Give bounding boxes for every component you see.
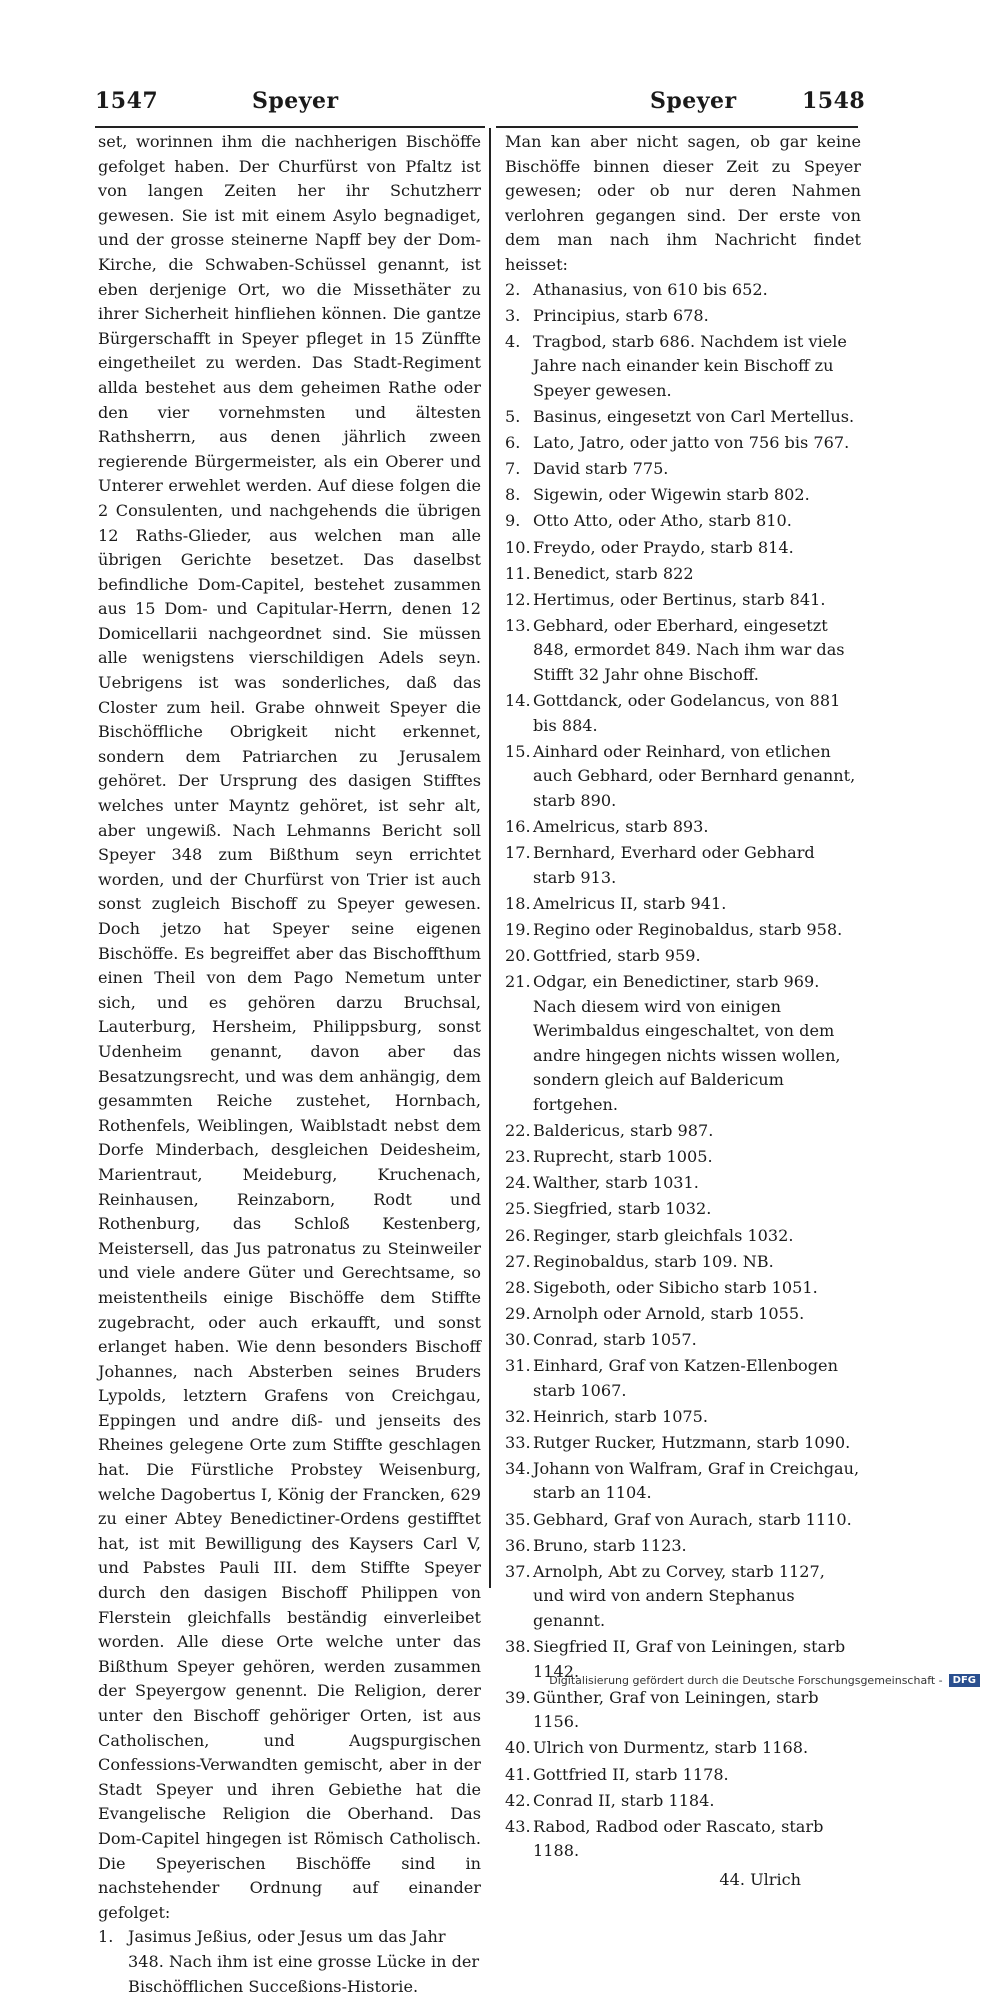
list-item-number: 41.	[505, 1764, 531, 1784]
list-item	[505, 1250, 861, 1275]
list-item-number: 24.	[505, 1173, 531, 1193]
list-item	[505, 330, 861, 404]
catchword: 44. Ulrich	[719, 1869, 801, 1889]
left-column	[98, 130, 481, 2001]
list-item-text: Siegfried II, Graf von Leiningen, starb 1142.	[533, 1637, 846, 1681]
list-item	[505, 892, 861, 917]
list-item	[505, 1763, 861, 1788]
list-item-text: Reginger, starb gleichfals 1032.	[533, 1225, 794, 1245]
list-item-text: Tragbod, starb 686. Nachdem ist viele Jahre nach einander kein Bischoff zu Speyer gewesen.	[533, 331, 847, 400]
list-item-text: Gebhard, oder Eberhard, eingesetzt 848, ermordet 849. Nach ihm war das Stifft 32 Jahr ohne Bischoff.	[533, 615, 845, 684]
list-item-text: Arnolph, Abt zu Corvey, starb 1127, und wird von andern Stephanus genannt.	[533, 1561, 825, 1630]
list-item	[505, 1508, 861, 1533]
list-item	[505, 970, 861, 1118]
right-page-number: 1548	[802, 88, 866, 114]
list-item-text: Gottfried, starb 959.	[533, 946, 701, 965]
list-item-number: 17.	[505, 843, 531, 863]
list-item-number: 13.	[505, 615, 531, 635]
list-item	[505, 944, 861, 969]
list-item-text: Johann von Walfram, Graf in Creichgau, starb an 1104.	[533, 1458, 860, 1503]
list-item-text: Athanasius, von 610 bis 652.	[533, 279, 768, 299]
list-item-number: 27.	[505, 1251, 531, 1271]
list-item-number: 7.	[505, 459, 521, 479]
list-item-text: Siegfried, starb 1032.	[533, 1199, 712, 1219]
list-item	[505, 918, 861, 943]
left-running-title: Speyer	[252, 88, 339, 114]
list-item-text: Bernhard, Everhard oder Gebhard starb 913.	[533, 843, 815, 887]
list-item-number: 22.	[505, 1121, 531, 1141]
list-item-text: Basinus, eingesetzt von Carl Mertellus.	[533, 407, 855, 427]
list-item-number: 26.	[505, 1225, 531, 1245]
footer-text: Digitalisierung gefördert durch die Deutsche Forschungsgemeinschaft -	[549, 1674, 943, 1687]
list-item-number: 15.	[505, 741, 531, 761]
list-item-text: Rabod, Radbod oder Rascato, starb 1188.	[533, 1816, 824, 1861]
list-item-number: 4.	[505, 331, 521, 351]
list-item	[505, 1224, 861, 1249]
list-item-text: Ainhard oder Reinhard, von etlichen auch Gebhard, oder Bernhard genannt, starb 890.	[533, 741, 856, 810]
list-item	[505, 1686, 861, 1735]
left-bishop-list	[98, 1925, 481, 1999]
list-item-number: 39.	[505, 1687, 531, 1707]
list-item-text: Rutger Rucker, Hutzmann, starb 1090.	[533, 1432, 851, 1452]
list-item	[505, 1789, 861, 1814]
list-item-number: 35.	[505, 1509, 531, 1529]
list-item-text: Jasimus Jeßius, oder Jesus um das Jahr 348. Nach ihm ist eine grosse Lücke in der Bischöfflichen Succeßions-Historie.	[128, 1927, 480, 1996]
column-divider	[489, 128, 491, 1588]
list-item	[505, 1815, 861, 1864]
list-item-number: 19.	[505, 919, 531, 939]
list-item-number: 6.	[505, 433, 521, 453]
list-item-text: Amelricus II, starb 941.	[533, 893, 727, 913]
list-item-number: 12.	[505, 589, 531, 609]
dfg-logo: DFG	[949, 1674, 980, 1687]
list-item-text: Amelricus, starb 893.	[533, 817, 709, 837]
list-item	[505, 1431, 861, 1456]
list-item-text: Conrad, starb 1057.	[533, 1329, 697, 1349]
bishop-list	[505, 278, 861, 1864]
list-item	[505, 1119, 861, 1144]
list-item-number: 36.	[505, 1535, 531, 1555]
list-item-number: 1.	[98, 1927, 114, 1947]
header-rule-right	[496, 126, 858, 128]
list-item	[505, 457, 861, 482]
list-item	[505, 1405, 861, 1430]
list-item-number: 28.	[505, 1277, 531, 1297]
list-item	[505, 405, 861, 430]
list-item-text: Sigewin, oder Wigewin starb 802.	[533, 485, 810, 505]
list-item	[505, 278, 861, 303]
list-item	[98, 1925, 481, 1999]
list-item-number: 38.	[505, 1637, 531, 1657]
list-item-text: Benedict, starb 822	[533, 563, 694, 583]
list-item	[505, 841, 861, 890]
list-item-number: 11.	[505, 563, 531, 583]
list-item-text: Gottfried II, starb 1178.	[533, 1764, 729, 1784]
list-item-text: Einhard, Graf von Katzen-Ellenbogen starb 1067.	[533, 1356, 838, 1400]
list-item-text: Walther, starb 1031.	[533, 1173, 699, 1193]
list-item-number: 10.	[505, 537, 531, 557]
list-item-number: 8.	[505, 485, 521, 505]
list-item-text: Reginobaldus, starb 109. NB.	[533, 1251, 774, 1271]
list-item-number: 40.	[505, 1738, 531, 1758]
list-item-number: 21.	[505, 972, 531, 992]
list-item-text: Odgar, ein Benedictiner, starb 969. Nach diesem wird von einigen Werimbaldus eingeschaltet, von dem andre hingegen nichts wissen wollen, sondern gleich auf Baldericum fortgehen.	[533, 972, 841, 1115]
list-item-text: David starb 775.	[533, 459, 669, 479]
list-item	[505, 1171, 861, 1196]
list-item	[505, 1276, 861, 1301]
list-item-text: Ulrich von Durmentz, starb 1168.	[533, 1738, 809, 1758]
list-item	[505, 1197, 861, 1222]
list-item	[505, 1534, 861, 1559]
list-item-number: 34.	[505, 1458, 531, 1478]
list-item-text: Hertimus, oder Bertinus, starb 841.	[533, 589, 826, 609]
list-item	[505, 1736, 861, 1761]
list-item-number: 42.	[505, 1790, 531, 1810]
list-item-number: 20.	[505, 946, 531, 965]
left-column-paragraph: set, worinnen ihm die nachherigen Bischöffe gefolget haben. Der Churfürst von Pfaltz ist von langen Zeiten her ihr Schutzherr gewesen. Sie ist mit einem Asylo begnadiget, und der grosse steinerne Napff bey der Dom-Kirche, die Schwaben-Schüssel genannt, ist eben derjenige Ort, wo die Missethäter zu ihrer Sicherheit hinfliehen können. Die gantze Bürgerschafft in Speyer pfleget in 15 Zünffte eingetheilet zu werden. Das Stadt-Regiment allda bestehet aus dem geheimen Rathe oder den vier vornehmsten und ältesten Rathsherrn, aus denen jährlich zween regierende Bürgermeister, als ein Oberer und Unterer erwehlet werden. Auf diese folgen die 2 Consulenten, und nachgehends die übrigen 12 Raths-Glieder, aus welchen man alle übrigen Gerichte besetzet. Das daselbst befindliche Dom-Capitel, bestehet zusammen aus 15 Dom- und Capitular-Herrn, denen 12 Domicellarii nachgeordnet sind. Sie müssen alle wenigstens vierschildigen Adels seyn. Uebrigens ist was sonderliches, daß das Closter zum heil. Grabe ohnweit Speyer die Bischöffliche Obrigkeit nicht erkennet, sondern dem Patriarchen zu Jerusalem gehöret. Der Ursprung des dasigen Stifftes welches unter Mayntz gehöret, ist sehr alt, aber ungewiß. Nach Lehmanns Bericht soll Speyer 348 zum Bißthum seyn errichtet worden, und der Churfürst von Trier ist auch sonst zugleich Bischoff zu Speyer gewesen. Doch jetzo hat Speyer seine eigenen Bischöffe. Es begreiffet aber das Bischoffthum einen Theil von dem Pago Nemetum unter sich, und es gehören darzu Bruchsal, Lauterburg, Hersheim, Philippsburg, sonst Udenheim genannt, davon aber das Besatzungsrecht, und was dem anhängig, dem gesammten Reiche zustehet, Hornbach, Rothenfels, Weiblingen, Waiblstadt nebst dem Dorfe Minderbach, desgleichen Deidesheim, Marientraut, Meideburg, Kruchenach, Reinhausen, Reinzaborn, Rodt und Rothenburg, das Schloß Kestenberg, Meistersell, das Jus patronatus zu Steinweiler und viele andere Güter und Gerechtsame, so meistentheils einige Bischöffe dem Stiffte zugebracht, oder auch erkaufft, und sonst erlanget haben. Wie denn besonders Bischoff Johannes, nach Absterben seines Bruders Lypolds, letztern Grafens von Creichgau, Eppingen und andre diß- und jenseits des Rheines gelegene Orte zum Stiffte geschlagen hat. Die Fürstliche Probstey Weisenburg, welche Dagobertus I, König der Francken, 629 zu einer Abtey Benedictiner-Ordens gestifftet hat, ist mit Bewilligung des Kaysers Carl V, und Pabstes Pauli III. dem Stiffte Speyer durch den dasigen Bischoff Philippen von Flerstein gleichfalls beständig einverleibet worden. Alle diese Orte welche unter das Bißthum Speyer gehören, werden zusammen der Speyergow genennt. Die Religion, derer unter den Bischoff gehöriger Orten, ist aus Catholischen, und Augspurgischen Confessions-Verwandten gemischt, aber in der Stadt Speyer und ihren Gebiethe hat die Evangelische Religion die Oberhand. Das Dom-Capitel hingegen ist Römisch Catholisch. Die Speyerischen Bischöffe sind in nachstehender Ordnung auf einander gefolget:	[98, 132, 481, 1922]
list-item-text: Lato, Jatro, oder jatto von 756 bis 767.	[533, 433, 850, 453]
list-item-number: 2.	[505, 279, 521, 299]
list-item	[505, 536, 861, 561]
list-item-number: 23.	[505, 1147, 531, 1167]
list-item	[505, 1560, 861, 1634]
list-item-number: 31.	[505, 1356, 531, 1375]
list-item-text: Sigeboth, oder Sibicho starb 1051.	[533, 1277, 818, 1297]
list-item-text: Conrad II, starb 1184.	[533, 1790, 715, 1810]
list-item-text: Ruprecht, starb 1005.	[533, 1147, 713, 1167]
list-item-number: 16.	[505, 817, 531, 837]
list-item	[505, 614, 861, 688]
list-item-number: 18.	[505, 893, 531, 913]
list-item-text: Arnolph oder Arnold, starb 1055.	[533, 1303, 805, 1323]
footer-credit	[549, 1674, 980, 1687]
list-item-number: 25.	[505, 1199, 531, 1219]
right-column-intro: Man kan aber nicht sagen, ob gar keine Bischöffe binnen dieser Zeit zu Speyer gewesen; oder ob nur deren Nahmen verlohren gegangen sind. Der erste von dem man nach ihm Nachricht findet heisset:	[505, 132, 861, 274]
list-item	[505, 588, 861, 613]
list-item-text: Principius, starb 678.	[533, 305, 709, 325]
list-item-number: 37.	[505, 1561, 531, 1581]
list-item-text: Otto Atto, oder Atho, starb 810.	[533, 511, 792, 531]
list-item-number: 43.	[505, 1816, 531, 1836]
left-page-number: 1547	[95, 88, 159, 114]
list-item-text: Heinrich, starb 1075.	[533, 1406, 709, 1426]
list-item	[505, 815, 861, 840]
list-item	[505, 689, 861, 738]
list-item-number: 5.	[505, 407, 521, 427]
list-item	[505, 1145, 861, 1170]
list-item-text: Baldericus, starb 987.	[533, 1121, 714, 1141]
list-item-number: 14.	[505, 691, 531, 711]
list-item-text: Günther, Graf von Leiningen, starb 1156.	[533, 1687, 819, 1732]
list-item-text: Regino oder Reginobaldus, starb 958.	[533, 919, 843, 939]
list-item	[505, 1457, 861, 1506]
right-column	[505, 130, 861, 1892]
list-item	[505, 1328, 861, 1353]
list-item-text: Gottdanck, oder Godelancus, von 881 bis 884.	[533, 691, 841, 735]
list-item-number: 29.	[505, 1303, 531, 1323]
list-item	[505, 509, 861, 534]
list-item	[505, 431, 861, 456]
list-item-number: 30.	[505, 1329, 531, 1349]
list-item	[505, 562, 861, 587]
list-item-number: 33.	[505, 1432, 531, 1452]
right-running-title: Speyer	[650, 88, 737, 114]
list-item-text: Bruno, starb 1123.	[533, 1535, 687, 1555]
list-item-text: Gebhard, Graf von Aurach, starb 1110.	[533, 1509, 852, 1529]
list-item-number: 32.	[505, 1406, 531, 1426]
list-item	[505, 740, 861, 814]
list-item	[505, 1354, 861, 1403]
list-item-text: Freydo, oder Praydo, starb 814.	[533, 537, 794, 557]
list-item-number: 3.	[505, 305, 521, 325]
list-item	[505, 304, 861, 329]
header-rule-left	[95, 126, 485, 128]
list-item	[505, 483, 861, 508]
list-item-number: 9.	[505, 511, 521, 531]
list-item	[505, 1302, 861, 1327]
